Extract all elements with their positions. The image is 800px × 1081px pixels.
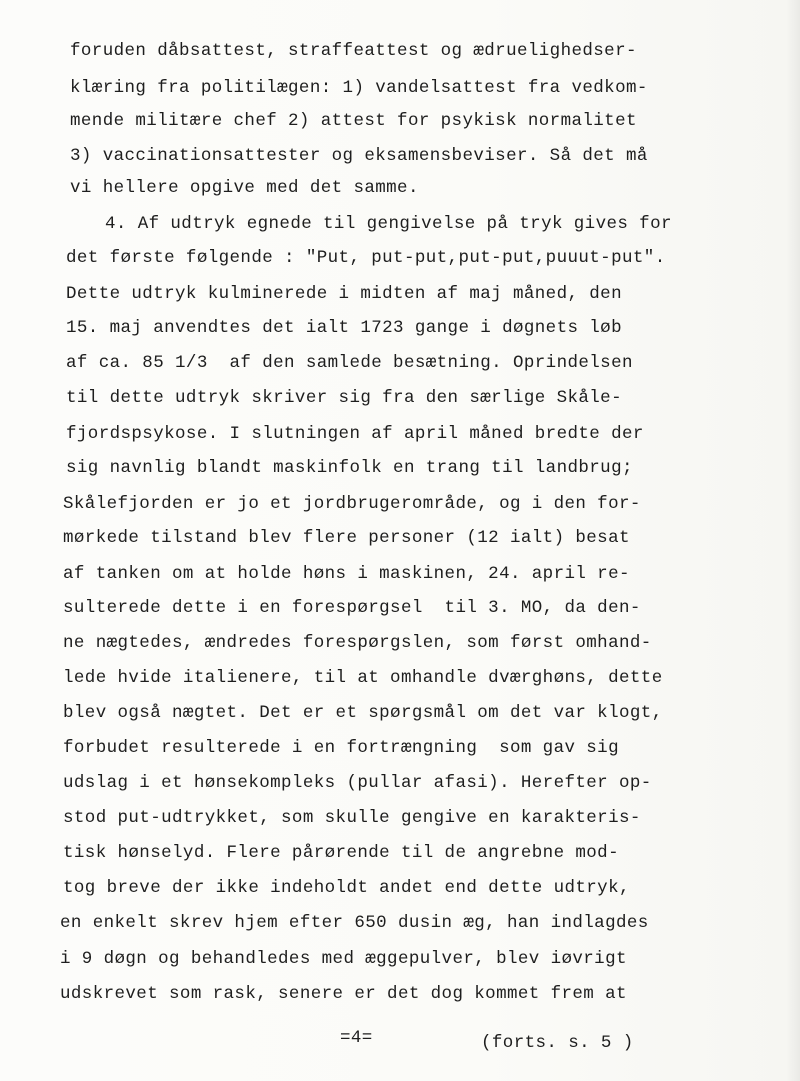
text-line-19: lede hvide italienere, til at omhandle dværghøns, dette <box>63 668 663 688</box>
page-number: =4= <box>340 1028 373 1048</box>
text-line-22: udslag i et hønsekompleks (pullar afasi). Herefter op- <box>63 773 652 793</box>
text-line-15: mørkede tilstand blev flere personer (12 ialt) besat <box>63 528 630 548</box>
text-line-23: stod put-udtrykket, som skulle gengive en karakteris- <box>63 808 641 828</box>
text-line-27: i 9 døgn og behandledes med æggepulver, blev iøvrigt <box>60 949 627 969</box>
text-line-3: mende militære chef 2) attest for psykisk normalitet <box>70 111 637 131</box>
text-line-4: 3) vaccinationsattester og eksamensbeviser. Så det må <box>70 146 648 166</box>
text-line-8: Dette udtryk kulminerede i midten af maj måned, den <box>66 284 622 304</box>
text-line-12: fjordspsykose. I slutningen af april måned bredte der <box>66 424 644 444</box>
text-line-2: klæring fra politilægen: 1) vandelsattest fra vedkom- <box>70 78 648 98</box>
text-line-1: foruden dåbsattest, straffeattest og ædruelighedser- <box>70 41 637 61</box>
continuation-note: (forts. s. 5 ) <box>481 1033 634 1053</box>
text-line-16: af tanken om at holde høns i maskinen, 24. april re- <box>63 564 630 584</box>
text-line-14: Skålefjorden er jo et jordbrugerområde, og i den for- <box>63 494 641 514</box>
text-line-24: tisk hønselyd. Flere pårørende til de angrebne mod- <box>63 843 619 863</box>
text-line-7: det første følgende : "Put, put-put,put-put,puuut-put". <box>66 248 666 268</box>
text-line-13: sig navnlig blandt maskinfolk en trang til landbrug; <box>66 458 633 478</box>
text-line-26: en enkelt skrev hjem efter 650 dusin æg, han indlagdes <box>60 913 649 933</box>
text-line-25: tog breve der ikke indeholdt andet end dette udtryk, <box>63 878 630 898</box>
text-line-20: blev også nægtet. Det er et spørgsmål om det var klogt, <box>63 703 663 723</box>
text-line-28: udskrevet som rask, senere er det dog kommet frem at <box>60 984 627 1004</box>
text-line-17: sulterede dette i en forespørgsel til 3. MO, da den- <box>63 598 641 618</box>
text-line-18: ne nægtedes, ændredes forespørgslen, som først omhand- <box>63 633 652 653</box>
text-line-10: af ca. 85 1/3 af den samlede besætning. Oprindelsen <box>66 353 633 373</box>
page-edge-shadow <box>786 0 800 1081</box>
text-line-11: til dette udtryk skriver sig fra den særlige Skåle- <box>66 388 622 408</box>
text-line-5: vi hellere opgive med det samme. <box>70 178 419 198</box>
text-line-6: 4. Af udtryk egnede til gengivelse på tryk gives for <box>105 214 672 234</box>
text-line-21: forbudet resulterede i en fortrængning som gav sig <box>63 738 619 758</box>
text-line-9: 15. maj anvendtes det ialt 1723 gange i døgnets løb <box>66 318 622 338</box>
